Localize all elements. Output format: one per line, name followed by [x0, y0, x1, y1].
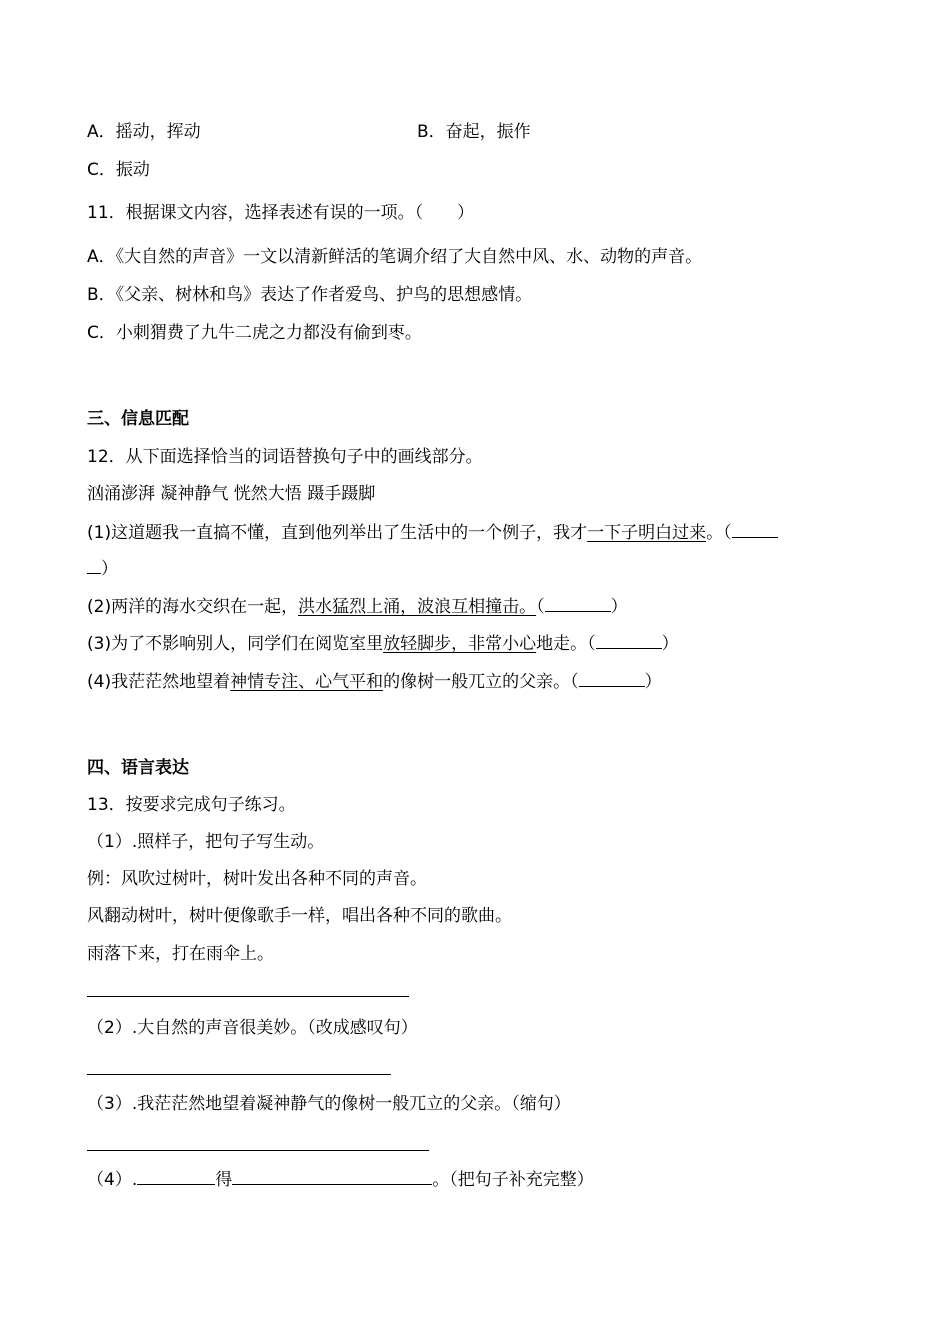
q12-s4-tail: 的像树一般兀立的父亲。（: [383, 672, 579, 692]
q12-s1-answer-blank-cont[interactable]: [87, 557, 101, 574]
q13-example-2: 风翻动树叶，树叶便像歌手一样，唱出各种不同的歌曲。: [87, 906, 512, 926]
q12-s2-text: (2)两洋的海水交织在一起，: [87, 597, 299, 617]
q12-sentence-3: [87, 632, 679, 655]
q12-sentence-4: [87, 670, 662, 693]
q10-option-a: A．摇动，挥动: [87, 122, 201, 142]
q12-word-bank: 汹涌澎湃 凝神静气 恍然大悟 蹑手蹑脚: [87, 484, 376, 504]
q12-s2-tail: （: [536, 597, 545, 617]
q12-s1-answer-blank[interactable]: [732, 521, 778, 538]
q11-option-c: C．小刺猬费了九牛二虎之力都没有偷到枣。: [87, 323, 422, 343]
q12-s2-answer-blank[interactable]: [545, 595, 611, 612]
q12-s4-text: (4)我茫茫然地望着: [87, 672, 231, 692]
q12-s1-tail: 。（: [706, 523, 732, 543]
q13-example-1: 例：风吹过树叶，树叶发出各种不同的声音。: [87, 869, 427, 889]
q13-p4-mid: 得: [215, 1170, 233, 1190]
q12-s2-close: ）: [610, 597, 628, 617]
q12-s2-underlined: 洪水猛烈上涌，波浪互相撞击。: [298, 597, 537, 617]
q13-stem: 13．按要求完成句子练习。: [87, 795, 296, 815]
q13-part-3: （3）.我茫茫然地望着凝神静气的像树一般兀立的父亲。（缩句）: [87, 1094, 571, 1114]
q13-p4-suffix: 。（把句子补充完整）: [432, 1170, 594, 1190]
q12-s4-underlined: 神情专注、心气平和: [230, 672, 384, 692]
q12-s3-answer-blank[interactable]: [596, 632, 662, 649]
q12-s3-underlined: 放轻脚步，非常小心: [383, 634, 537, 654]
q12-s4-answer-blank[interactable]: [579, 670, 645, 687]
q10-option-a-row: [87, 121, 201, 143]
q13-p4-prefix: （4）.: [87, 1170, 138, 1190]
q11-stem: 11．根据课文内容，选择表述有误的一项。（ ）: [87, 203, 475, 223]
q12-s3-text: (3)为了不影响别人，同学们在阅览室里: [87, 634, 384, 654]
q13-answer-line-1[interactable]: [87, 996, 409, 997]
q12-sentence-1: [87, 521, 778, 544]
q12-s3-close: ）: [661, 634, 679, 654]
q13-p4-blank-1[interactable]: [137, 1168, 215, 1185]
q13-part-1: （1）.照样子，把句子写生动。: [87, 832, 325, 852]
q12-stem: 12．从下面选择恰当的词语替换句子中的画线部分。: [87, 447, 483, 467]
q12-s1-close: ）: [101, 559, 118, 579]
q13-part-2: （2）.大自然的声音很美妙。（改成感叹句）: [87, 1018, 418, 1038]
q12-s4-close: ）: [644, 672, 662, 692]
q13-task-1: 雨落下来，打在雨伞上。: [87, 944, 274, 964]
q13-p4-blank-2[interactable]: [232, 1168, 432, 1185]
q13-answer-line-2[interactable]: [87, 1074, 391, 1075]
q12-sentence-2: [87, 595, 628, 618]
q10-option-c: C．振动: [87, 160, 150, 180]
q12-s3-tail: 地走。（: [536, 634, 596, 654]
q12-sentence-1-wrap: [87, 557, 118, 580]
q12-s1-underlined: 一下子明白过来: [587, 523, 707, 543]
q11-option-b: B．《父亲、树林和鸟》表达了作者爱鸟、护鸟的思想感情。: [87, 285, 533, 305]
section-4-heading: 四、语言表达: [87, 758, 189, 778]
section-3-heading: 三、信息匹配: [87, 409, 189, 429]
q10-option-b: B．奋起，振作: [417, 122, 531, 142]
q13-answer-line-3[interactable]: [87, 1150, 429, 1151]
q13-part-4: [87, 1168, 594, 1191]
q12-s1-text: (1)这道题我一直搞不懂，直到他列举出了生活中的一个例子，我才: [87, 523, 588, 543]
q11-option-a: A．《大自然的声音》一文以清新鲜活的笔调介绍了大自然中风、水、动物的声音。: [87, 247, 703, 267]
